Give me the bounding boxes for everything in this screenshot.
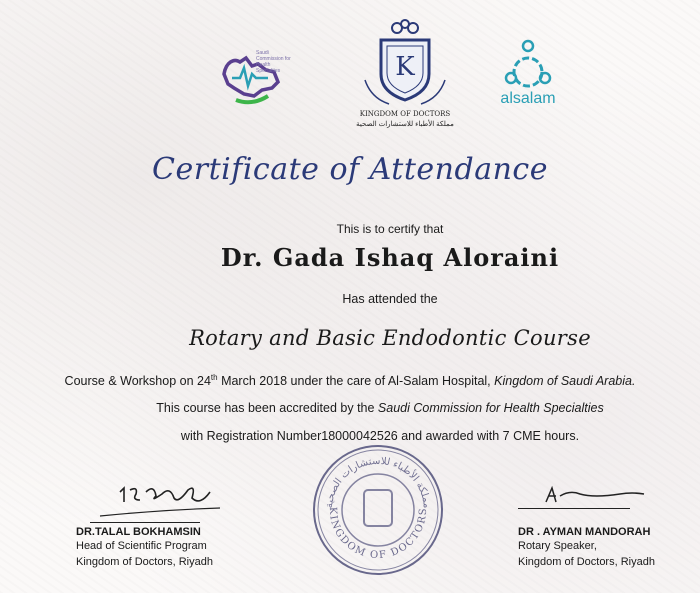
kod-letter: K: [395, 52, 415, 82]
signer-left-org: Kingdom of Doctors, Riyadh: [76, 556, 213, 568]
kod-name-ar: مملكة الأطباء للاستشارات الصحية: [356, 121, 454, 128]
line1-country: Kingdom of Saudi Arabia.: [494, 374, 636, 389]
certificate-title: Certificate of Attendance: [152, 152, 548, 187]
signature-line-right: [518, 508, 630, 509]
kingdom-of-doctors-logo: [355, 18, 455, 130]
seal-arabic-text: مملكة الأطباء للاستشارات الصحية: [323, 455, 433, 509]
seal-stamp-icon: [308, 440, 448, 580]
seal-text: KINGDOM OF DOCTORS: [326, 506, 430, 562]
line2-commission: Saudi Commission for Health Specialties: [377, 401, 604, 415]
line2-pre: This course has been accredited by the: [156, 401, 378, 415]
kod-name-en: KINGDOM OF DOCTORS: [359, 110, 451, 118]
signer-left-title: Head of Scientific Program: [76, 540, 207, 552]
scfhs-logo-text: Saudi Commission for Health Specialties: [256, 50, 291, 74]
alsalam-logo: [483, 38, 573, 116]
signature-scribble-left: [70, 480, 270, 520]
official-seal: [308, 440, 448, 580]
course-name: Rotary and Basic Endodontic Course: [189, 326, 591, 350]
signer-right-org: Kingdom of Doctors, Riyadh: [518, 556, 655, 568]
certify-text: This is to certify that: [336, 222, 444, 236]
line1-sup: th: [210, 373, 218, 382]
line1-pre: Course & Workshop on 24: [64, 374, 211, 389]
signer-right-name: DR . AYMAN MANDORAH: [518, 526, 651, 538]
signer-right-title: Rotary Speaker,: [518, 540, 597, 552]
line1-mid: March 2018 under the care of Al-Salam Hospital,: [217, 374, 495, 389]
alsalam-wordmark: alsalam: [500, 90, 556, 107]
alsalam-rings-icon: [483, 38, 573, 92]
recipient-name: Dr. Gada Ishaq Aloraini: [220, 243, 560, 272]
signature-line-left: [90, 522, 200, 523]
accreditation-line: [30, 401, 700, 415]
scfhs-logo: [218, 44, 291, 114]
signer-left-name: DR.TALAL BOKHAMSIN: [76, 526, 201, 538]
registration-line: with Registration Number18000042526 and awarded with 7 CME hours.: [180, 429, 580, 443]
course-details-line: [0, 373, 700, 388]
attended-text: Has attended the: [342, 292, 438, 306]
